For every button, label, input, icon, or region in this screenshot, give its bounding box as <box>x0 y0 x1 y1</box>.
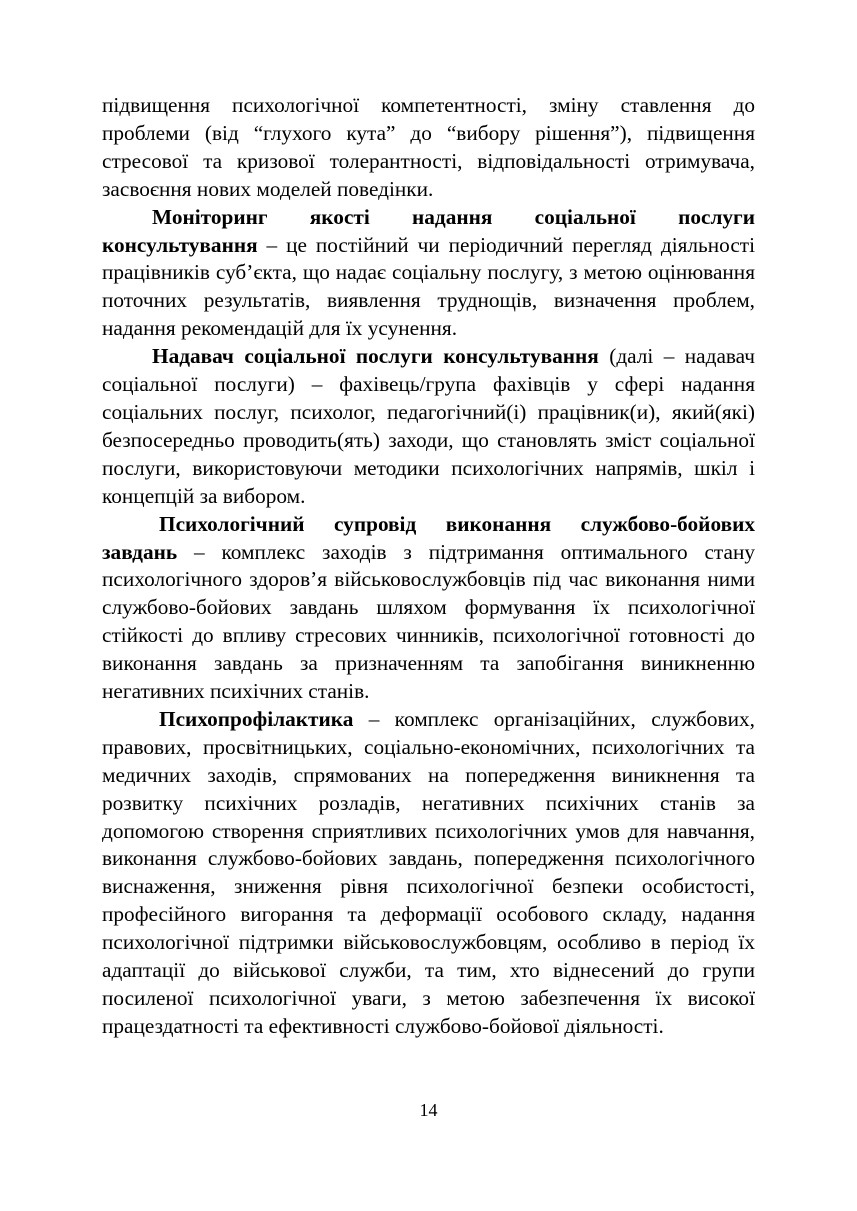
term-psychological-support: Психологічний супровід виконання службово-бойових завдань <box>102 511 755 564</box>
definition-provider: (далі – надавач соціальної послуги) – фахівець/група фахівців у сфері надання соціальних послуг, психолог, педагогічний(і) працівник(и), який(які) безпосередньо проводить(ять) заходи, що становлять зміст соціальної послуги, використовуючи методики психологічних напрямів, шкіл і концепцій за вибором. <box>102 344 755 508</box>
paragraph-psychoprophylaxis-definition <box>102 706 755 1041</box>
term-monitoring: Моніторинг якості надання соціальної послуги консультування <box>102 204 755 257</box>
paragraph-continuation <box>102 92 755 204</box>
term-provider: Надавач соціальної послуги консультування <box>152 344 599 369</box>
document-page <box>102 92 755 1041</box>
definition-monitoring: – це постійний чи періодичний перегляд діяльності працівників суб’єкта, що надає соціальну послугу, з метою оцінювання поточних результатів, виявлення труднощів, визначення проблем, надання рекомендацій для їх усунення. <box>102 232 755 341</box>
term-psychoprophylaxis: Психопрофілактика <box>159 706 354 731</box>
definition-psychological-support: – комплекс заходів з підтримання оптимального стану психологічного здоров’я військовослужбовців під час виконання ними службово-бойових завдань шляхом формування їх психологічної стійкості до впливу стресових чинників, психологічної готовності до виконання завдань за призначенням та запобігання виникненню негативних психічних станів. <box>102 539 755 704</box>
paragraph-text: підвищення психологічної компетентності, зміну ставлення до проблеми (від “глухого кута” до “вибору рішення”), підвищення стресової та кризової толерантності, відповідальності отримувача, засвоєння нових моделей поведінки. <box>102 93 755 201</box>
paragraph-provider-definition <box>102 343 755 510</box>
paragraph-monitoring-definition <box>102 204 755 344</box>
definition-psychoprophylaxis: – комплекс організаційних, службових, правових, просвітницьких, соціально-економічних, психологічних та медичних заходів, спрямованих на попередження виникнення та розвитку психічних розладів, негативних психічних станів за допомогою створення сприятливих психологічних умов для навчання, виконання службово-бойових завдань, попередження психологічного виснаження, зниження рівня психологічної безпеки особистості, професійного вигорання та деформації особового складу, надання психологічної підтримки військовослужбовцям, особливо в період їх адаптації до військової служби, та тим, хто віднесений до групи посиленої психологічної уваги, з метою забезпечення їх високої працездатності та ефективності службово-бойової діяльності. <box>102 706 755 1038</box>
paragraph-psychological-support-definition <box>102 511 755 706</box>
page-number: 14 <box>419 1100 438 1120</box>
